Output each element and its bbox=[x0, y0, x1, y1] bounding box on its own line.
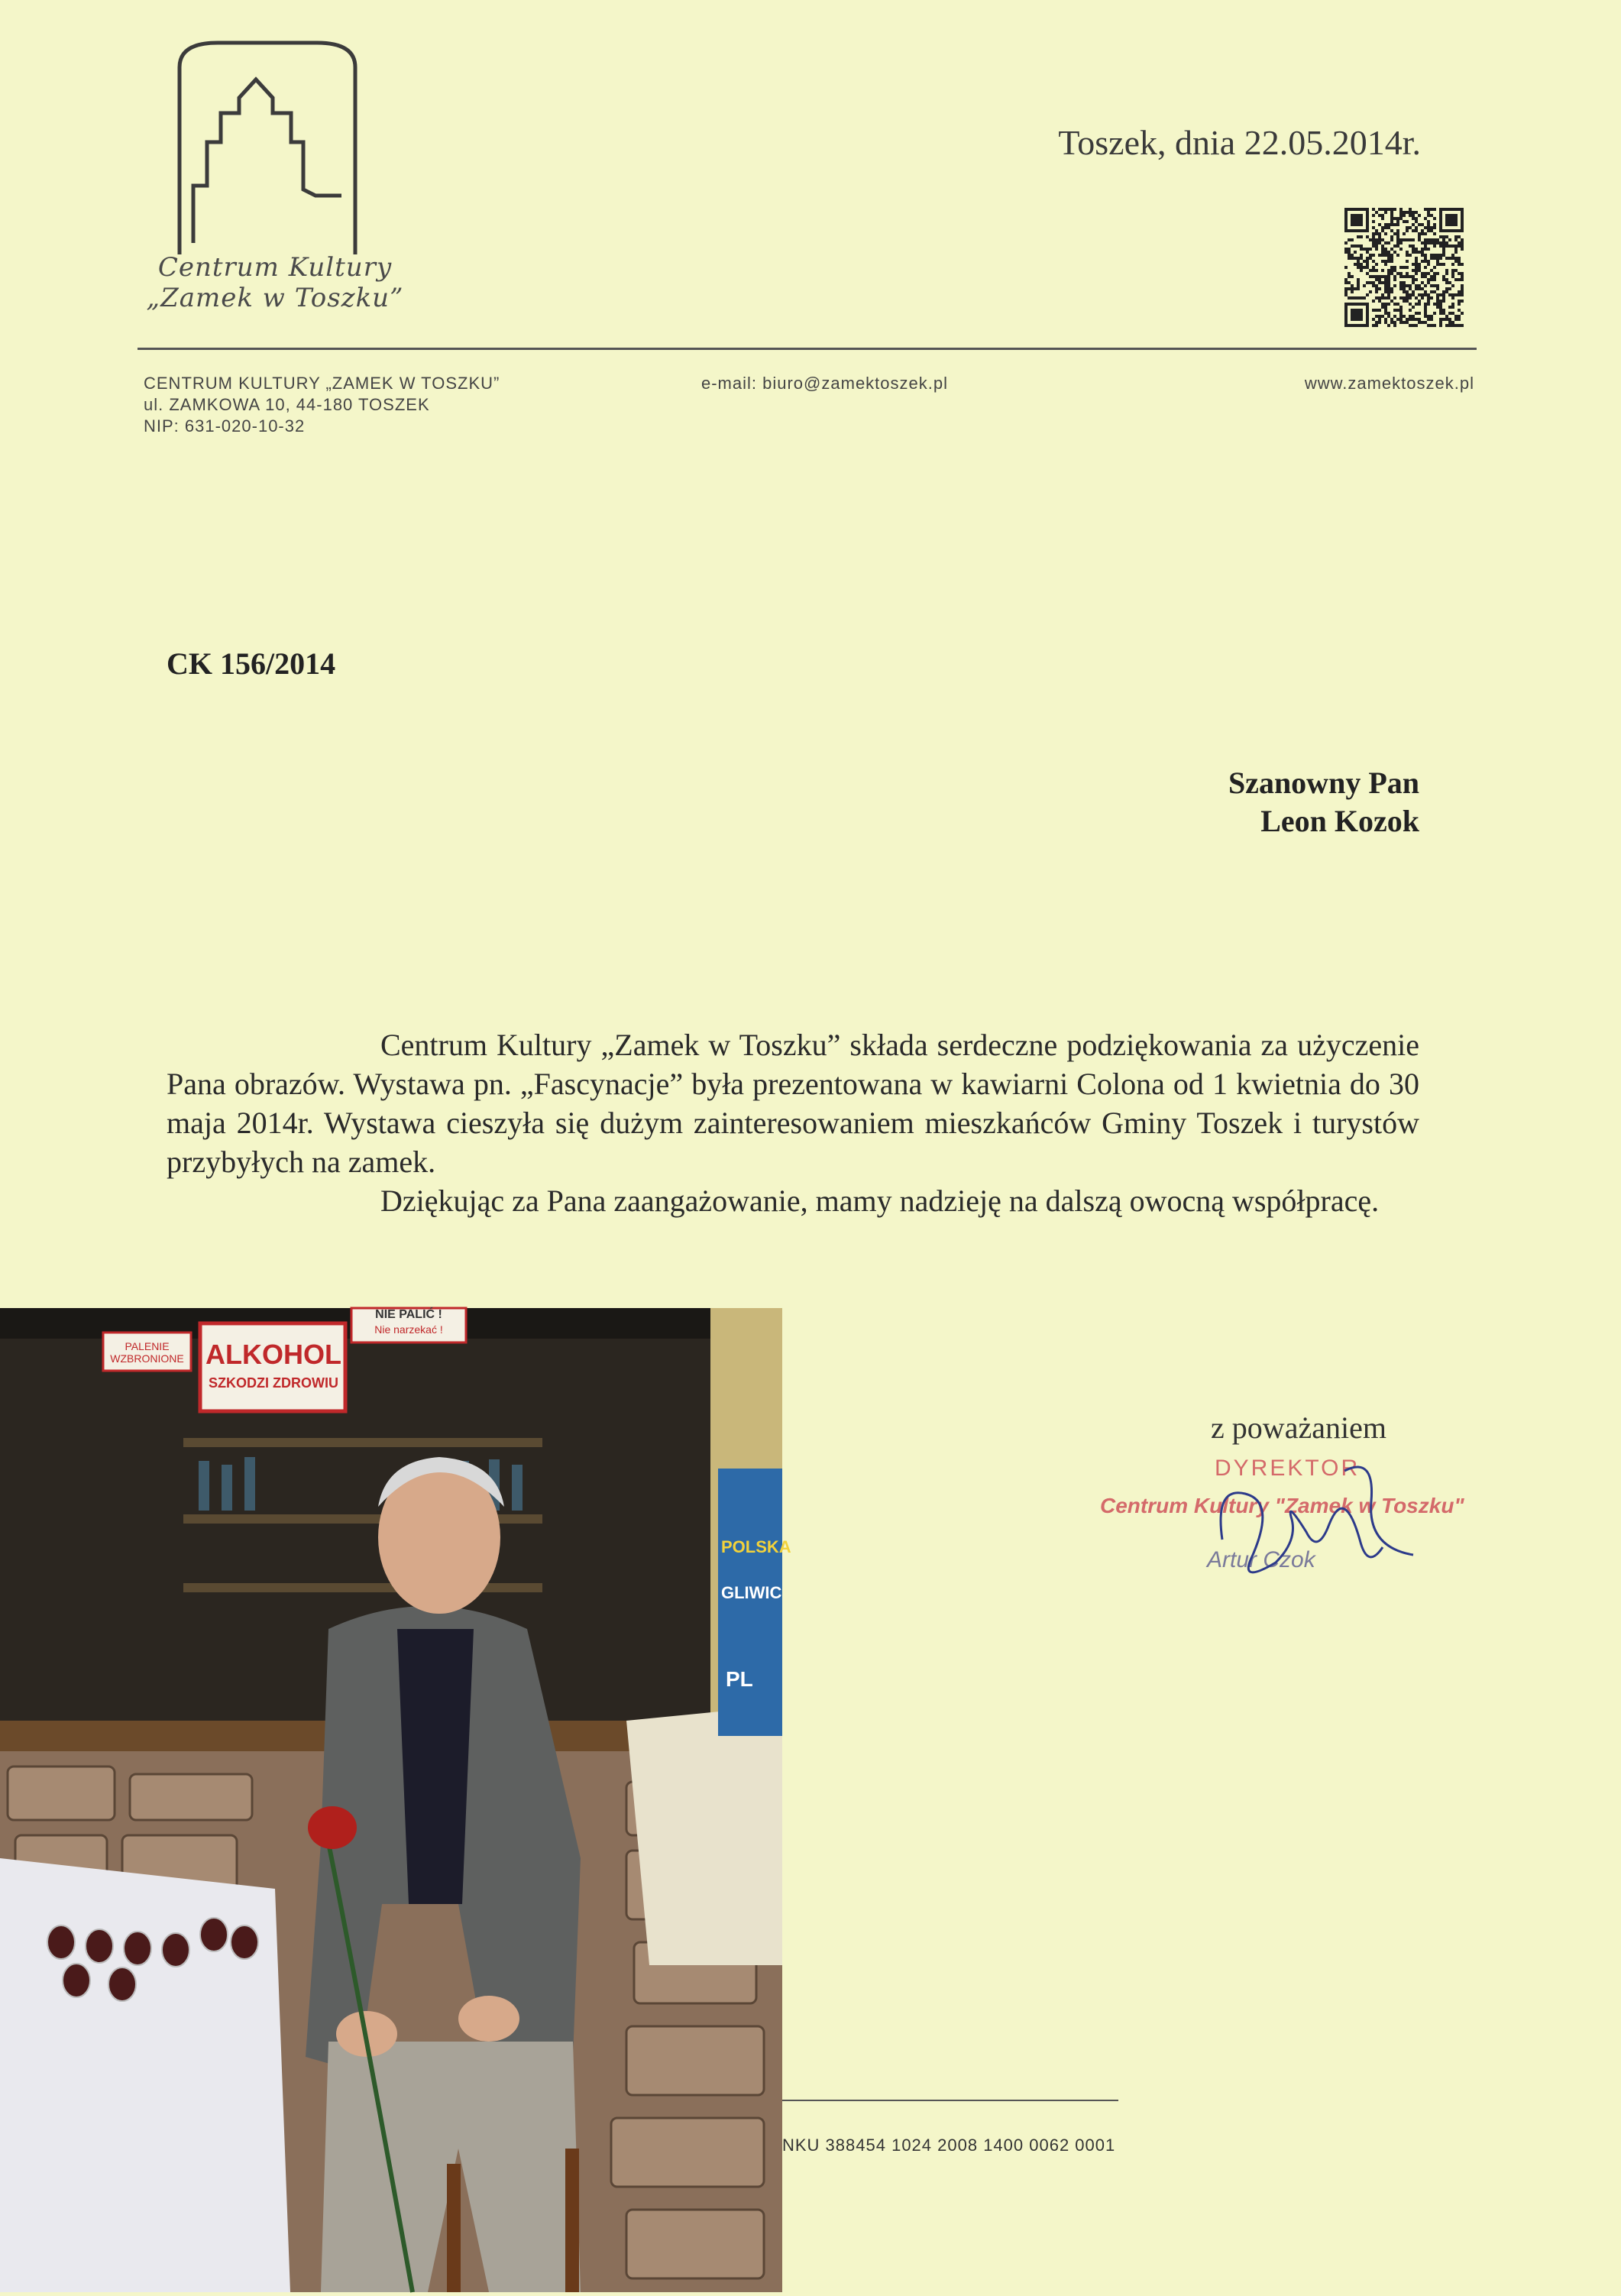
header-nip: NIP: 631-020-10-32 bbox=[144, 416, 306, 436]
stamp-organization: Centrum Kultury "Zamek w Toszku" bbox=[1100, 1494, 1464, 1517]
logo-line-1: Centrum Kultury bbox=[157, 252, 393, 283]
reference-number: CK 156/2014 bbox=[167, 646, 336, 681]
exhibition-photo bbox=[0, 1308, 791, 2292]
director-stamp bbox=[1100, 1456, 1497, 1593]
photo-sign-alcohol: ALKOHOL bbox=[205, 1339, 341, 1370]
qr-code-icon bbox=[1344, 208, 1464, 327]
header-address-block bbox=[144, 373, 617, 437]
logo-line-2: „Zamek w Toszku” bbox=[146, 283, 404, 313]
castle-logo-icon bbox=[172, 37, 363, 266]
header-website[interactable]: www.zamektoszek.pl bbox=[1304, 374, 1474, 393]
closing-phrase: z poważaniem bbox=[1211, 1410, 1386, 1445]
header-street: ul. ZAMKOWA 10, 44-180 TOSZEK bbox=[144, 395, 430, 414]
photo-sign-top-sub: Nie narzekać ! bbox=[374, 1323, 443, 1336]
letter-date: Toszek, dnia 22.05.2014r. bbox=[1058, 123, 1421, 162]
letter-body bbox=[167, 1025, 1419, 1220]
photo-sign-alcohol-sub: SZKODZI ZDROWIU bbox=[209, 1375, 338, 1391]
footer-nku: NKU 388454 1024 2008 1400 0062 0001 bbox=[782, 2136, 1116, 2155]
addressee-salutation: Szanowny Pan bbox=[1228, 766, 1419, 800]
footer-divider bbox=[782, 2100, 1118, 2101]
photo-sign-smoking: PALENIE WZBRONIONE bbox=[110, 1340, 184, 1365]
photo-sign-gliwice: GLIWIC bbox=[721, 1583, 782, 1602]
signature-icon bbox=[1100, 1456, 1497, 1593]
header-org-name: CENTRUM KULTURY „ZAMEK W TOSZKU” bbox=[144, 374, 500, 393]
photo-sign-top: NIE PALIĆ ! bbox=[375, 1308, 442, 1321]
logo-text bbox=[138, 252, 413, 313]
body-paragraph-2: Dziękując za Pana zaangażowanie, mamy nadzieję na dalszą owocną współpracę. bbox=[380, 1184, 1380, 1218]
photo-sign-polska: POLSKA bbox=[721, 1537, 791, 1556]
stamp-title: DYREKTOR bbox=[1215, 1456, 1361, 1481]
body-paragraph-1: Centrum Kultury „Zamek w Toszku” składa serdeczne podziękowania za użyczenie Pana obrazów. Wystawa pn. „Fascynacje” była prezentowana w kawiarni Colona od 1 kwietnia do 30 maja 2014r. Wystawa cieszyła się dużym zainteresowaniem mieszkańców Gminy Toszek i turystów przybyłych na zamek. bbox=[167, 1028, 1419, 1179]
addressee-name: Leon Kozok bbox=[1260, 804, 1419, 838]
header-email[interactable]: e-mail: biuro@zamektoszek.pl bbox=[701, 374, 948, 393]
stamp-name: Artur Czok bbox=[1207, 1547, 1315, 1572]
header-divider bbox=[138, 348, 1477, 350]
photo-sign-pl: PL bbox=[726, 1667, 753, 1691]
addressee-block bbox=[1069, 764, 1419, 840]
